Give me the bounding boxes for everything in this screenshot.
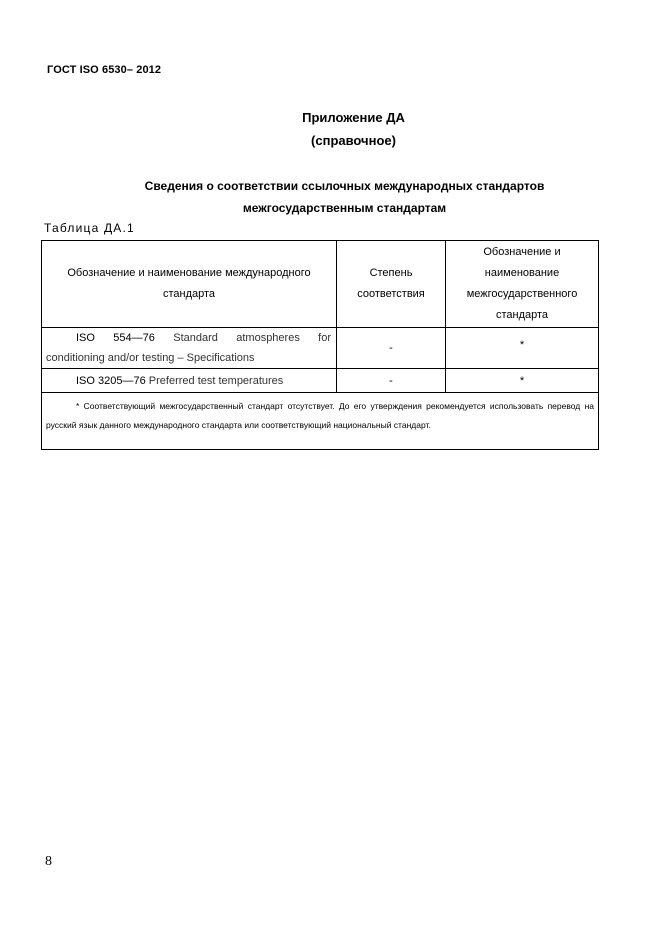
degree-cell: -	[337, 369, 446, 393]
reference-cell	[42, 369, 337, 393]
table-footnote-row	[42, 393, 599, 450]
section-heading-line1: Сведения о соответствии ссылочных международных стандартов	[144, 179, 545, 193]
correspondence-table	[41, 240, 599, 450]
page-number: 8	[45, 854, 52, 869]
table-header-row	[42, 241, 599, 328]
document-code: ГОСТ ISO 6530– 2012	[47, 64, 162, 76]
interstate-cell: *	[446, 328, 599, 369]
reference-title: Standard atmospheres for conditioning and/or testing – Specifications	[46, 332, 332, 364]
header-degree-of-conformity: Степень соответствия	[337, 241, 446, 328]
reference-code: ISO 554—76	[76, 332, 155, 344]
reference-code: ISO 3205—76	[76, 374, 146, 387]
table-label: Таблица ДА.1	[44, 221, 135, 235]
appendix-title: Приложение ДА	[302, 110, 405, 125]
reference-title: Preferred test temperatures	[148, 374, 284, 387]
appendix-subtitle: (справочное)	[311, 133, 396, 148]
header-interstate-standard: Обозначение и наименование межгосударственного стандарта	[446, 241, 599, 328]
degree-cell: -	[337, 328, 446, 369]
interstate-cell: *	[446, 369, 599, 393]
footnote-text: * Соответствующий межгосударственный стандарт отсутствует. До его утверждения рекомендуется использовать перевод на русский язык данного международного стандарта или соответствующий национальный стандарт.	[46, 401, 594, 430]
table-row	[42, 369, 599, 393]
section-heading-line2: межгосударственным стандартам	[242, 201, 447, 215]
table-row	[42, 328, 599, 369]
table-footnote	[42, 393, 599, 450]
header-international-standard: Обозначение и наименование международного стандарта	[42, 241, 337, 328]
reference-cell	[42, 328, 337, 369]
